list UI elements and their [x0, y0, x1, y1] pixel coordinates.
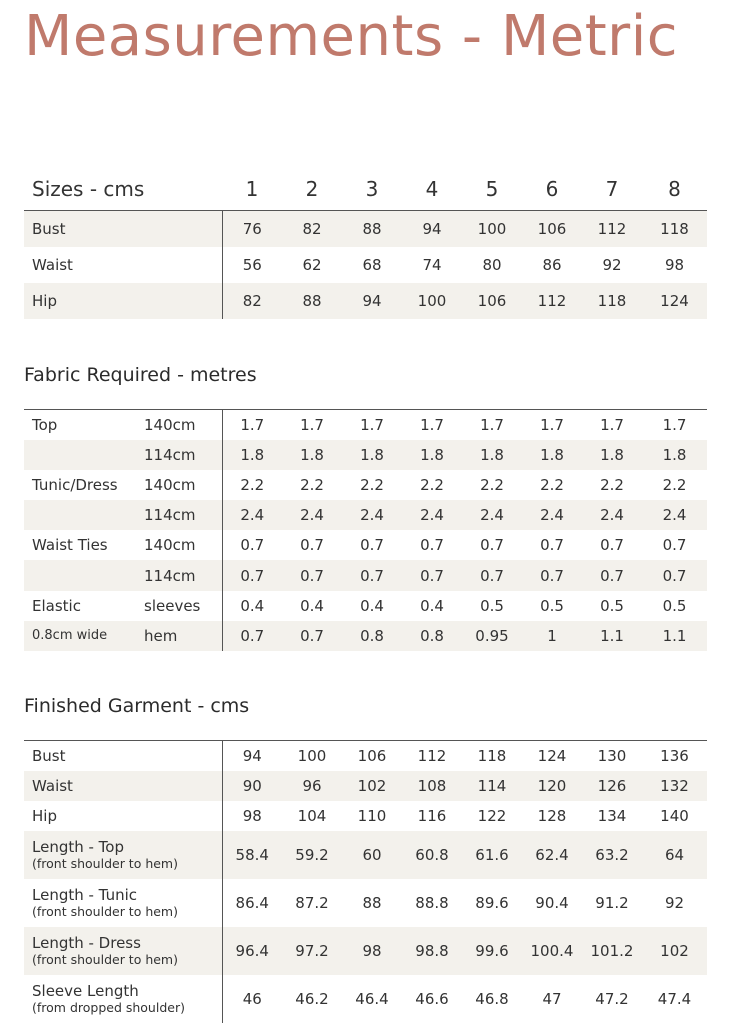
garment-label	[24, 975, 222, 1023]
measurement-row	[24, 283, 707, 319]
garment-label	[24, 831, 222, 879]
value-cell: 110	[357, 806, 387, 825]
value-cell: 0.7	[582, 560, 642, 590]
garment-section-title: Finished Garment - cms	[24, 695, 250, 717]
value-cell: 0.7	[522, 560, 582, 590]
value-cell: 2.2	[662, 475, 687, 494]
value-cell: 0.7	[420, 536, 444, 555]
value-cell: 47.4	[657, 989, 692, 1008]
value-cell: 104	[297, 806, 327, 825]
fabric-row	[24, 621, 707, 651]
value-cell: 102	[342, 771, 402, 801]
fabric-label: 0.8cm wide	[24, 621, 144, 651]
value-cell: 90.4	[535, 893, 569, 912]
value-cell: 68	[362, 255, 382, 274]
value-cell: 1.7	[420, 415, 444, 434]
value-cell: 0.7	[300, 536, 324, 555]
garment-label-note: (front shoulder to hem)	[32, 904, 178, 919]
value-cell: 0.4	[300, 596, 324, 615]
fabric-row	[24, 470, 707, 500]
fabric-width: 140cm	[144, 536, 196, 555]
garment-label-main: Length - Tunic	[32, 886, 137, 904]
value-cell: 0.7	[222, 560, 282, 590]
value-cell: 64	[642, 831, 707, 879]
size-header: 1	[222, 168, 282, 211]
value-cell: 0.7	[642, 560, 707, 590]
value-cell: 122	[477, 806, 507, 825]
value-cell: 46.4	[355, 989, 389, 1008]
value-cell: 88	[282, 283, 342, 319]
value-cell: 118	[477, 746, 507, 765]
value-cell: 0.7	[480, 536, 504, 555]
measurement-row	[24, 247, 707, 283]
value-cell: 2.4	[222, 500, 282, 530]
size-header: 5	[462, 168, 522, 211]
value-cell: 1.7	[600, 415, 624, 434]
value-cell: 98	[664, 255, 685, 274]
value-cell: 62.4	[522, 831, 582, 879]
value-cell: 62	[302, 255, 322, 274]
fabric-label: Tunic/Dress	[32, 475, 118, 494]
fabric-label: Top	[32, 415, 58, 434]
value-cell: 59.2	[282, 831, 342, 879]
sizes-table	[24, 168, 707, 319]
measurement-row	[24, 211, 707, 247]
value-cell: 116	[417, 806, 447, 825]
value-cell: 1.8	[222, 440, 282, 470]
fabric-row	[24, 560, 707, 590]
value-cell: 60.8	[402, 831, 462, 879]
fabric-label	[24, 500, 144, 530]
value-cell: 1.8	[342, 440, 402, 470]
row-label: Hip	[24, 283, 222, 319]
garment-row	[24, 801, 707, 831]
size-header: 4	[402, 168, 462, 211]
garment-label-note: (front shoulder to hem)	[32, 952, 178, 967]
value-cell: 89.6	[475, 893, 509, 912]
value-cell: 2.4	[342, 500, 402, 530]
value-cell: 2.2	[540, 475, 564, 494]
value-cell: 2.2	[600, 475, 624, 494]
size-header: 3	[342, 168, 402, 211]
value-cell: 0.5	[540, 596, 564, 615]
value-cell: 92	[664, 893, 685, 912]
value-cell: 56	[222, 247, 282, 283]
garment-row	[24, 927, 707, 975]
value-cell: 118	[582, 283, 642, 319]
value-cell: 0.7	[540, 536, 564, 555]
value-cell: 0.95	[462, 621, 522, 651]
value-cell: 82	[222, 283, 282, 319]
value-cell: 2.2	[480, 475, 504, 494]
garment-row	[24, 831, 707, 879]
value-cell: 1.8	[462, 440, 522, 470]
value-cell: 97.2	[282, 927, 342, 975]
value-cell: 60	[342, 831, 402, 879]
value-cell: 130	[597, 746, 627, 765]
fabric-width: sleeves	[144, 596, 201, 615]
fabric-label: Waist Ties	[32, 536, 108, 555]
value-cell: 0.7	[462, 560, 522, 590]
value-cell: 0.7	[600, 536, 624, 555]
value-cell: 0.4	[360, 596, 384, 615]
fabric-section-title: Fabric Required - metres	[24, 364, 257, 386]
value-cell: 1.7	[540, 415, 564, 434]
value-cell: 118	[642, 211, 707, 247]
value-cell: 1.8	[402, 440, 462, 470]
value-cell: 61.6	[462, 831, 522, 879]
value-cell: 98	[342, 927, 402, 975]
value-cell: 98	[222, 801, 282, 831]
value-cell: 88	[342, 211, 402, 247]
value-cell: 1.7	[662, 415, 687, 434]
value-cell: 46.2	[295, 989, 329, 1008]
value-cell: 86.4	[222, 879, 282, 927]
value-cell: 0.5	[662, 596, 687, 615]
value-cell: 94	[402, 211, 462, 247]
value-cell: 112	[582, 211, 642, 247]
garment-label	[24, 879, 222, 927]
fabric-width: 140cm	[144, 475, 196, 494]
value-cell: 102	[642, 927, 707, 975]
value-cell: 94	[342, 283, 402, 319]
value-cell: 0.8	[342, 621, 402, 651]
value-cell: 132	[642, 771, 707, 801]
value-cell: 0.7	[402, 560, 462, 590]
value-cell: 108	[402, 771, 462, 801]
value-cell: 1.7	[300, 415, 324, 434]
value-cell: 86	[542, 255, 562, 274]
value-cell: 1.7	[360, 415, 384, 434]
sizes-header-row	[24, 168, 707, 211]
value-cell: 46.8	[475, 989, 509, 1008]
value-cell: 1	[522, 621, 582, 651]
value-cell: 2.4	[642, 500, 707, 530]
value-cell: 1.8	[282, 440, 342, 470]
garment-label: Waist	[24, 771, 222, 801]
value-cell: 80	[482, 255, 502, 274]
fabric-width: 114cm	[144, 560, 222, 590]
value-cell: 1.7	[480, 415, 504, 434]
fabric-row	[24, 440, 707, 470]
value-cell: 76	[222, 211, 282, 247]
value-cell: 90	[222, 771, 282, 801]
value-cell: 100	[297, 746, 327, 765]
value-cell: 2.2	[360, 475, 384, 494]
value-cell: 128	[537, 806, 567, 825]
fabric-width: 140cm	[144, 415, 196, 434]
value-cell: 96	[282, 771, 342, 801]
value-cell: 0.7	[282, 621, 342, 651]
value-cell: 100.4	[522, 927, 582, 975]
value-cell: 2.4	[402, 500, 462, 530]
value-cell: 46.6	[415, 989, 449, 1008]
value-cell: 124	[537, 746, 567, 765]
value-cell: 0.8	[402, 621, 462, 651]
value-cell: 114	[462, 771, 522, 801]
value-cell: 106	[522, 211, 582, 247]
value-cell: 124	[642, 283, 707, 319]
value-cell: 47	[542, 989, 562, 1008]
value-cell: 98.8	[402, 927, 462, 975]
value-cell: 100	[462, 211, 522, 247]
garment-label-note: (front shoulder to hem)	[32, 856, 178, 871]
value-cell: 120	[522, 771, 582, 801]
value-cell: 1.8	[522, 440, 582, 470]
value-cell: 88.8	[415, 893, 449, 912]
row-label: Waist	[32, 255, 73, 274]
value-cell: 0.5	[600, 596, 624, 615]
value-cell: 2.2	[222, 470, 282, 500]
value-cell: 126	[582, 771, 642, 801]
value-cell: 0.7	[360, 536, 384, 555]
garment-table	[24, 740, 707, 1023]
value-cell: 140	[660, 806, 689, 825]
value-cell: 2.4	[522, 500, 582, 530]
value-cell: 0.7	[282, 560, 342, 590]
garment-label-main: Length - Dress	[32, 934, 141, 952]
value-cell: 0.4	[222, 591, 282, 621]
fabric-label	[24, 440, 144, 470]
value-cell: 91.2	[595, 893, 629, 912]
row-label: Bust	[24, 211, 222, 247]
page-title: Measurements - Metric	[24, 4, 679, 69]
fabric-row	[24, 591, 707, 621]
garment-label-main: Sleeve Length	[32, 982, 139, 1000]
value-cell: 82	[282, 211, 342, 247]
value-cell: 112	[417, 746, 447, 765]
value-cell: 0.7	[662, 536, 687, 555]
value-cell: 2.2	[420, 475, 444, 494]
value-cell: 87.2	[295, 893, 329, 912]
value-cell: 134	[597, 806, 627, 825]
value-cell: 0.5	[480, 596, 504, 615]
value-cell: 1.8	[642, 440, 707, 470]
fabric-label: Elastic	[32, 596, 81, 615]
fabric-width: 114cm	[144, 440, 222, 470]
value-cell: 1.8	[582, 440, 642, 470]
value-cell: 1.7	[222, 410, 282, 440]
value-cell: 88	[362, 893, 382, 912]
size-header: 7	[582, 168, 642, 211]
size-header: 2	[282, 168, 342, 211]
garment-row	[24, 771, 707, 801]
value-cell: 2.4	[462, 500, 522, 530]
value-cell: 2.2	[300, 475, 324, 494]
garment-label-main: Length - Top	[32, 838, 124, 856]
value-cell: 0.7	[222, 530, 282, 560]
fabric-table	[24, 409, 707, 651]
garment-label	[24, 927, 222, 975]
value-cell: 94	[222, 741, 282, 771]
value-cell: 106	[357, 746, 387, 765]
value-cell: 1.1	[582, 621, 642, 651]
sizes-header-label: Sizes - cms	[24, 168, 222, 211]
garment-row	[24, 975, 707, 1023]
value-cell: 101.2	[582, 927, 642, 975]
garment-label: Hip	[32, 806, 57, 825]
value-cell: 47.2	[595, 989, 629, 1008]
value-cell: 106	[462, 283, 522, 319]
fabric-row	[24, 500, 707, 530]
garment-label: Bust	[32, 746, 66, 765]
value-cell: 0.4	[420, 596, 444, 615]
value-cell: 99.6	[462, 927, 522, 975]
value-cell: 2.4	[582, 500, 642, 530]
value-cell: 96.4	[222, 927, 282, 975]
size-header: 6	[522, 168, 582, 211]
garment-label-note: (from dropped shoulder)	[32, 1000, 185, 1015]
value-cell: 136	[660, 746, 689, 765]
garment-row	[24, 741, 707, 771]
value-cell: 0.7	[222, 621, 282, 651]
fabric-width: hem	[144, 621, 222, 651]
value-cell: 46	[222, 975, 282, 1023]
value-cell: 1.1	[642, 621, 707, 651]
size-header: 8	[642, 168, 707, 211]
value-cell: 0.7	[342, 560, 402, 590]
value-cell: 2.4	[282, 500, 342, 530]
value-cell: 100	[402, 283, 462, 319]
fabric-width: 114cm	[144, 500, 222, 530]
value-cell: 92	[602, 255, 622, 274]
value-cell: 112	[522, 283, 582, 319]
value-cell: 74	[422, 255, 442, 274]
value-cell: 58.4	[222, 831, 282, 879]
fabric-row	[24, 530, 707, 560]
garment-row	[24, 879, 707, 927]
fabric-row	[24, 410, 707, 440]
fabric-label	[24, 560, 144, 590]
value-cell: 63.2	[582, 831, 642, 879]
